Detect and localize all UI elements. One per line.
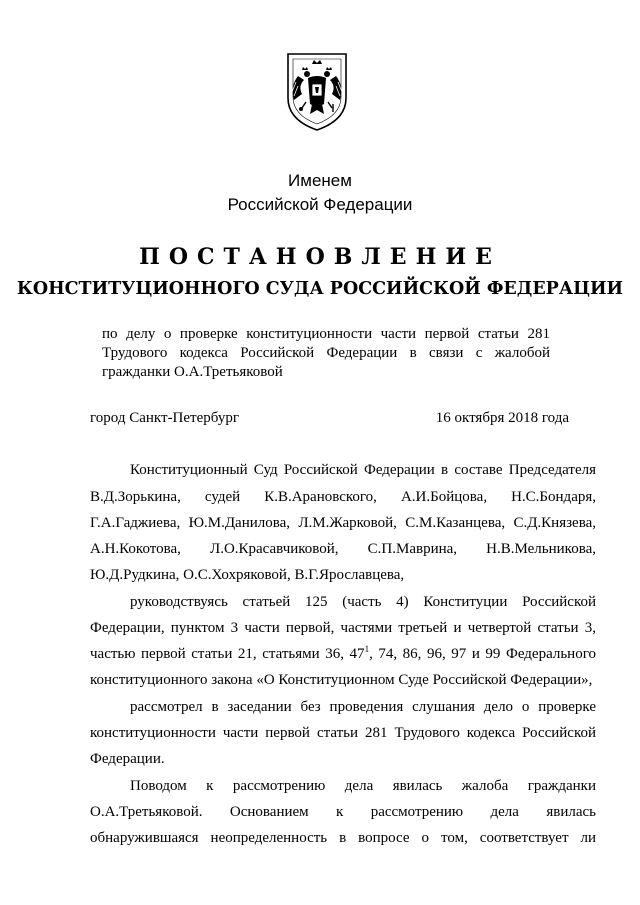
body-text-line: Ю.Д.Рудкина, О.С.Хохряковой, В.Г.Ярославцева, — [90, 567, 405, 583]
decision-date: 16 октября 2018 года — [435, 410, 569, 426]
body-text-line: Федерации. — [90, 751, 165, 767]
body-text-line: Поводом к рассмотрению дела явилась жалоба гражданки — [130, 778, 596, 794]
body-text-line — [90, 644, 596, 664]
body-text-line: В.Д.Зорькина, судей К.В.Арановского, А.И.Бойцова, Н.С.Бондаря, — [90, 489, 596, 505]
body-text-line: Конституционный Суд Российской Федерации в составе Председателя — [130, 462, 596, 478]
body-text-line: обнаружившаяся неопределенность в вопросе о том, соответствует ли — [90, 830, 596, 846]
body-text-line: рассмотрел в заседании без проведения слушания дело о проверке — [130, 699, 596, 715]
body-text-line: руководствуясь статьей 125 (часть 4) Конституции Российской — [130, 594, 596, 610]
body-text-fragment: , 74, 86, 96, 97 и 99 Федерального — [369, 646, 596, 662]
document-title: ПОСТАНОВЛЕНИЕ — [139, 244, 501, 270]
case-description-line: гражданки О.А.Третьяковой — [102, 364, 283, 380]
russian-federation-line: Российской Федерации — [227, 195, 413, 214]
body-text-line: конституционности части первой статьи 281 Трудового кодекса Российской — [90, 725, 596, 741]
body-text-line: О.А.Третьяковой. Основанием к рассмотрению дела явилась — [90, 804, 596, 820]
body-text-line: Федерации, пунктом 3 части первой, частями третьей и четвертой статьи 3, — [90, 620, 596, 636]
superscript-mark: 1 — [364, 644, 370, 654]
case-description-line: по делу о проверке конституционности части первой статьи 281 — [102, 326, 550, 342]
body-text-line: А.Н.Кокотова, Л.О.Красавчиковой, С.П.Маврина, Н.В.Мельникова, — [90, 541, 596, 557]
body-text-line: Г.А.Гаджиева, Ю.М.Данилова, Л.М.Жарковой, С.М.Казанцева, С.Д.Князева, — [90, 515, 596, 531]
place-of-decision: город Санкт-Петербург — [90, 410, 239, 426]
body-text-fragment: частью первой статьи 21, статьями 36, 47 — [90, 646, 365, 662]
coat-of-arms-icon — [280, 46, 354, 132]
body-text-line: конституционного закона «О Конституционном Суде Российской Федерации», — [90, 672, 593, 688]
in-the-name-line: Именем — [288, 171, 352, 190]
case-description-line: Трудового кодекса Российской Федерации в связи с жалобой — [102, 345, 550, 361]
document-subtitle: КОНСТИТУЦИОННОГО СУДА РОССИЙСКОЙ ФЕДЕРАЦИИ — [16, 279, 624, 299]
